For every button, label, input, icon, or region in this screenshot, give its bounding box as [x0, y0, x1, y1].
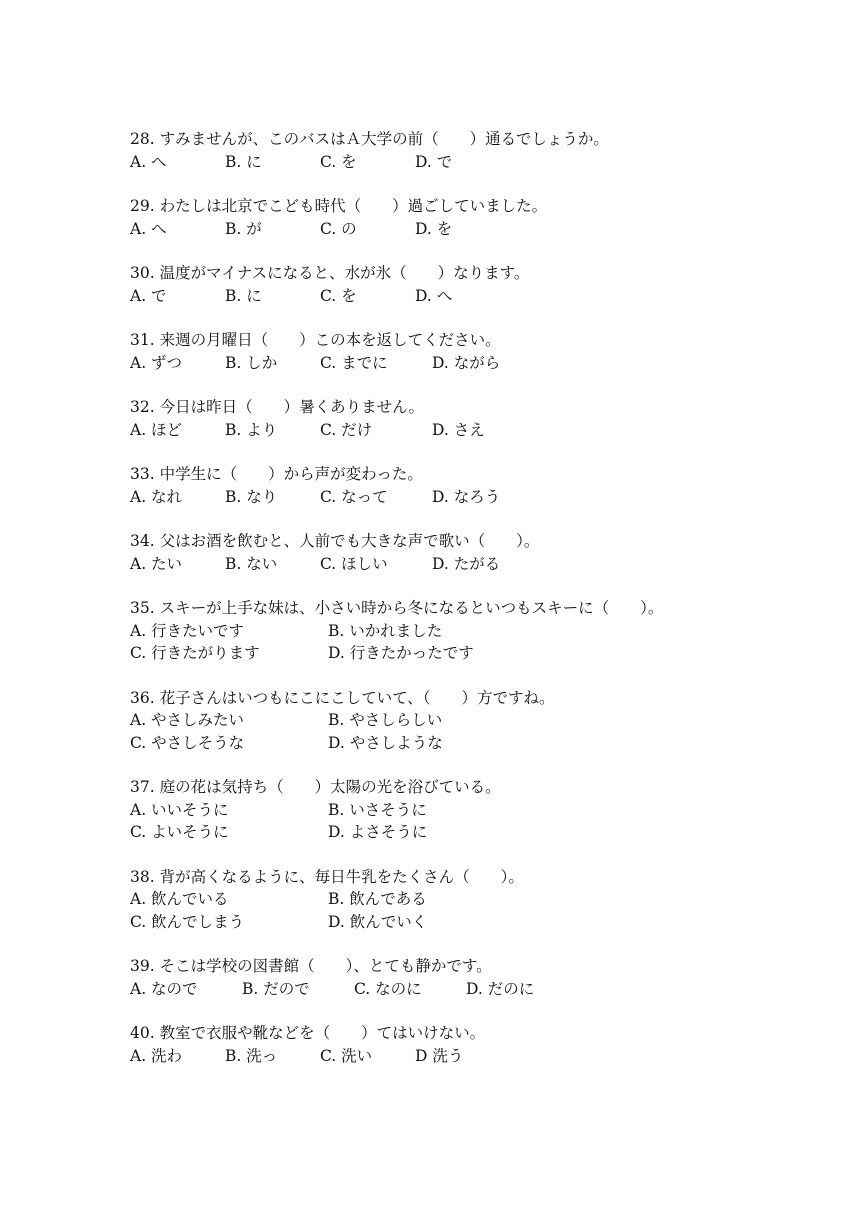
answer-option: B. 飲んである	[328, 890, 427, 908]
answer-option: C. なのに	[354, 979, 422, 998]
options-row	[130, 285, 840, 308]
answer-option: A. 行きたいです	[130, 621, 245, 640]
question-stem: 39. そこは学校の図書館（ ）、とても静かです。	[130, 957, 492, 975]
answer-option: D. よさそうに	[328, 823, 428, 841]
options-row	[130, 821, 840, 844]
question-stem: 38. 背が高くなるように、毎日牛乳をたくさん（ ）。	[130, 867, 524, 886]
question-block	[130, 687, 840, 755]
answer-option: D. で	[415, 152, 453, 171]
answer-option: C. よいそうに	[130, 823, 229, 841]
answer-option: A. やさしみたい	[130, 711, 245, 729]
answer-option: A. たい	[130, 554, 183, 573]
options-row	[130, 218, 840, 241]
question-block	[130, 1022, 840, 1067]
answer-option: A. なので	[130, 979, 198, 998]
question-stem: 28. すみませんが、このバスはＡ大学の前（ ）通るでしょうか。	[130, 130, 609, 148]
answer-option: B. より	[225, 420, 278, 439]
options-row	[130, 799, 840, 822]
question-stem: 36. 花子さんはいつもにこにこしていて、（ ）方ですね。	[130, 688, 555, 707]
question-block	[130, 329, 840, 374]
options-row	[130, 732, 840, 755]
answer-option: A. へ	[130, 152, 167, 171]
answer-option: A. 洗わ	[130, 1046, 183, 1065]
answer-option: C. だけ	[320, 420, 373, 439]
answer-option: D. だのに	[466, 979, 535, 998]
question-block	[130, 396, 840, 441]
question-stem: 37. 庭の花は気持ち（ ）太陽の光を浴びている。	[130, 778, 501, 796]
question-block	[130, 597, 840, 665]
options-row	[130, 419, 840, 442]
answer-option: A. へ	[130, 219, 167, 238]
answer-option: B. が	[225, 219, 262, 238]
answer-option: D. たがる	[432, 554, 501, 573]
answer-option: D 洗う	[415, 1046, 464, 1065]
answer-option: A. ずつ	[130, 353, 183, 372]
answer-option: A. ほど	[130, 420, 183, 439]
options-row	[130, 151, 840, 174]
answer-option: C. までに	[320, 353, 388, 372]
options-row	[130, 553, 840, 576]
answer-option: D. なろう	[432, 487, 501, 506]
question-block	[130, 195, 840, 240]
answer-option: C. ほしい	[320, 554, 388, 573]
options-row	[130, 709, 840, 732]
answer-option: C. を	[320, 152, 357, 171]
question-stem: 32. 今日は昨日（ ）暑くありません。	[130, 398, 425, 416]
options-row	[130, 486, 840, 509]
answer-option: C. やさしそうな	[130, 733, 245, 752]
answer-option: A. 飲んでいる	[130, 890, 229, 908]
question-block	[130, 128, 840, 173]
answer-option: C. なって	[320, 487, 388, 506]
answer-option: D. 飲んでいく	[328, 912, 428, 931]
question-stem: 31. 来週の月曜日（ ）この本を返してください。	[130, 331, 501, 349]
question-stem: 29. わたしは北京でこども時代（ ）過ごしていました。	[130, 197, 548, 215]
answer-option: B. ない	[225, 554, 278, 573]
answer-option: B. しか	[225, 353, 278, 372]
exam-page	[130, 128, 840, 1089]
answer-option: D. へ	[415, 286, 453, 305]
question-stem: 34. 父はお酒を飲むと、人前でも大きな声で歌い（ ）。	[130, 532, 540, 550]
options-row	[130, 978, 840, 1001]
answer-option: D. さえ	[432, 420, 485, 439]
answer-option: C. の	[320, 219, 357, 238]
answer-option: B. やさしらしい	[328, 711, 443, 729]
question-block	[130, 463, 840, 508]
answer-option: C. 洗い	[320, 1046, 373, 1065]
answer-option: B. 洗っ	[225, 1046, 278, 1065]
question-stem: 33. 中学生に（ ）から声が変わった。	[130, 465, 423, 483]
options-row	[130, 352, 840, 375]
question-block	[130, 866, 840, 934]
answer-option: B. いかれました	[328, 621, 443, 640]
answer-option: C. を	[320, 286, 357, 305]
answer-option: D. やさしような	[328, 733, 443, 752]
answer-option: B. だので	[242, 979, 310, 998]
options-row	[130, 620, 840, 643]
question-block	[130, 530, 840, 575]
options-row	[130, 1045, 840, 1068]
question-stem: 40. 教室で衣服や靴などを（ ）てはいけない。	[130, 1024, 486, 1042]
question-block	[130, 955, 840, 1000]
answer-option: D. 行きたかったです	[328, 644, 474, 662]
answer-option: A. いいそうに	[130, 800, 229, 819]
answer-option: C. 飲んでしまう	[130, 912, 245, 931]
answer-option: D. ながら	[432, 353, 501, 372]
answer-option: A. なれ	[130, 487, 183, 506]
answer-option: D. を	[415, 219, 453, 238]
options-row	[130, 911, 840, 934]
question-stem: 35. スキーが上手な妹は、小さい時から冬になるといつもスキーに（ ）。	[130, 599, 664, 617]
question-stem: 30. 温度がマイナスになると、水が氷（ ）なります。	[130, 264, 530, 282]
question-block	[130, 262, 840, 307]
question-block	[130, 776, 840, 844]
answer-option: B. なり	[225, 487, 278, 506]
answer-option: A. で	[130, 286, 167, 305]
answer-option: C. 行きたがります	[130, 644, 260, 662]
options-row	[130, 642, 840, 665]
answer-option: B. いさそうに	[328, 800, 427, 819]
answer-option: B. に	[225, 152, 262, 171]
answer-option: B. に	[225, 286, 262, 305]
options-row	[130, 888, 840, 911]
